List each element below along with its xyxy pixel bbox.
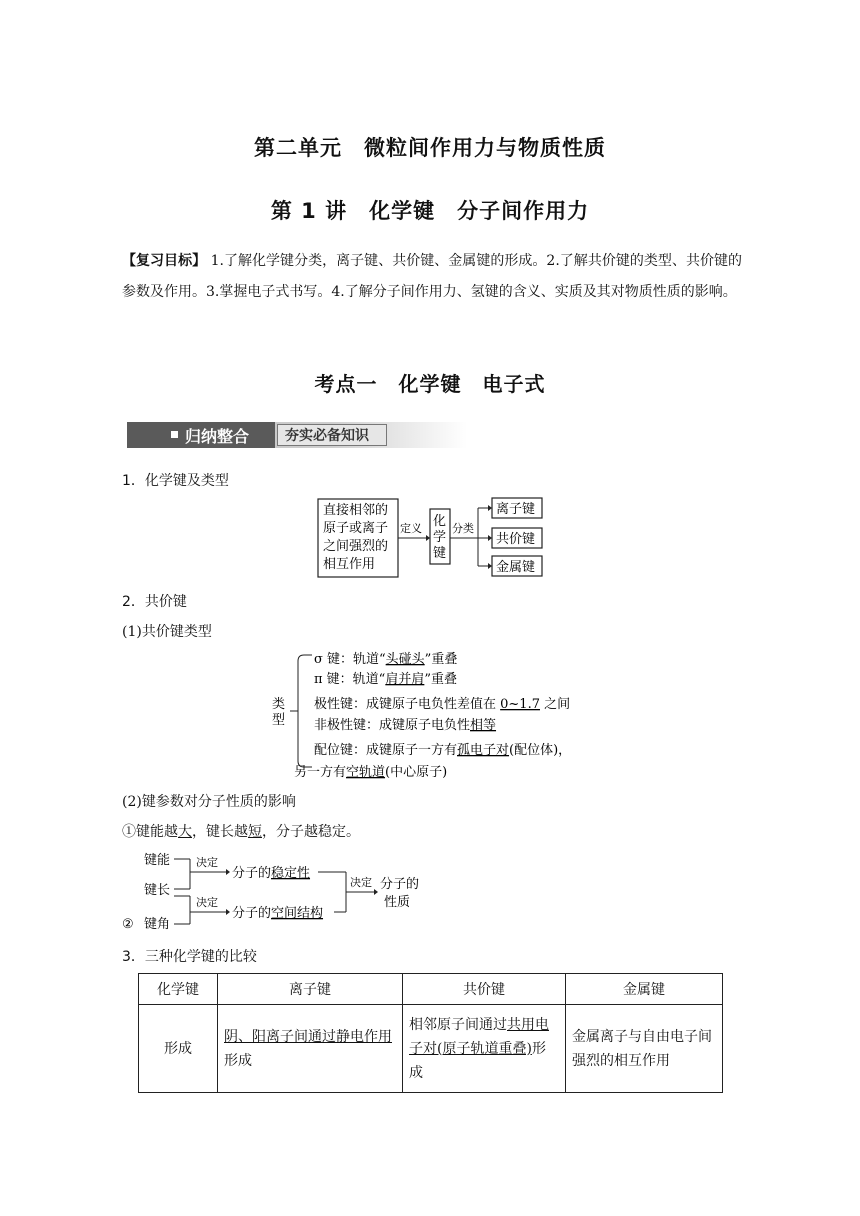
svg-text:配位键：成键原子一方有孤电子对(配位体)，: 配位键：成键原子一方有孤电子对(配位体)， (314, 743, 572, 758)
section-banner (127, 420, 467, 450)
bond-rule: ①键能越大，键长越短，分子越稳定。 (122, 824, 360, 840)
svg-text:分子的空间结构: 分子的空间结构 (232, 906, 324, 921)
final-line: 性质 (384, 895, 411, 910)
cell-covalent: 相邻原子间通过共用电子对(原子轨道重叠)形成 (403, 1005, 566, 1093)
point-title: 考点一 化学键 电子式 (314, 372, 546, 396)
bond-params-diagram (118, 846, 438, 938)
table-header: 共价键 (403, 974, 566, 1005)
param-length: 键长 (144, 883, 171, 898)
param-angle: 键角 (144, 917, 171, 932)
center-char: 化 (433, 514, 447, 529)
sec2-heading: 2．共价键 (122, 594, 187, 610)
decide-label: 决定 (196, 856, 218, 869)
review-goals (122, 246, 742, 308)
svg-text:极性键：成键原子电负性差值在 0~1.7 之间: 极性键：成键原子电负性差值在 0~1.7 之间 (314, 697, 571, 712)
sec2-sub2: (2)键参数对分子性质的影响 (122, 794, 296, 810)
sec2-sub1: (1)共价键类型 (122, 624, 212, 640)
cell-ionic: 阴、阳离子间通过静电作用形成 (218, 1005, 403, 1093)
param-energy: 键能 (144, 853, 171, 868)
type-char: 型 (272, 713, 286, 728)
covalent-types-diagram (268, 645, 608, 783)
def-line: 原子或离子 (323, 521, 389, 536)
table-header-row (139, 974, 723, 1005)
table-header: 化学键 (139, 974, 218, 1005)
review-tag: 【复习目标】 (122, 253, 207, 269)
review-text: 1.了解化学键分类，离子键、共价键、金属键的形成。2.了解共价键的类型、共价键的参数及作用。3.掌握电子式书写。4.了解分子间作用力、氢键的含义、实质及其对物质性质的影响。 (122, 253, 743, 300)
def-line: 之间强烈的 (323, 539, 389, 554)
banner-sub: 夯实必备知识 (285, 428, 369, 444)
def-line: 相互作用 (323, 557, 376, 572)
svg-text:π 键：轨道“肩并肩”重叠: π 键：轨道“肩并肩”重叠 (314, 672, 457, 687)
bond-comparison-table (138, 973, 723, 1093)
table-row (139, 1005, 723, 1093)
square-bullet-icon (171, 431, 178, 438)
svg-text:σ 键：轨道“头碰头”重叠: σ 键：轨道“头碰头”重叠 (314, 652, 458, 667)
bond-types-diagram (312, 494, 552, 582)
type-char: 类 (272, 697, 286, 712)
lesson-title: 第 1 讲 化学键 分子间作用力 (270, 199, 590, 223)
def-line: 直接相邻的 (323, 503, 389, 518)
type-metallic: 金属键 (496, 560, 536, 575)
sec1-heading: 1．化学键及类型 (122, 473, 229, 489)
center-char: 键 (433, 546, 447, 561)
table-header: 离子键 (218, 974, 403, 1005)
svg-text:非极性键：成键原子电负性相等: 非极性键：成键原子电负性相等 (314, 718, 497, 733)
svg-text:分子的稳定性: 分子的稳定性 (232, 866, 311, 881)
circle-2: ② (122, 917, 134, 932)
row-label: 形成 (139, 1005, 218, 1093)
classify-label: 分类 (452, 522, 474, 535)
decide-label: 决定 (196, 896, 218, 909)
type-ionic: 离子键 (496, 502, 536, 517)
svg-text:另一方有空轨道(中心原子): 另一方有空轨道(中心原子) (294, 765, 448, 780)
center-char: 学 (433, 530, 447, 545)
unit-title: 第二单元 微粒间作用力与物质性质 (254, 136, 606, 160)
cell-metallic: 金属离子与自由电子间强烈的相互作用 (566, 1005, 723, 1093)
sec3-heading: 3．三种化学键的比较 (122, 949, 257, 965)
decide-label: 决定 (350, 876, 372, 889)
table-header: 金属键 (566, 974, 723, 1005)
type-covalent: 共价键 (496, 532, 536, 547)
banner-label: 归纳整合 (185, 427, 250, 446)
final-line: 分子的 (380, 877, 420, 892)
define-label: 定义 (400, 522, 422, 535)
